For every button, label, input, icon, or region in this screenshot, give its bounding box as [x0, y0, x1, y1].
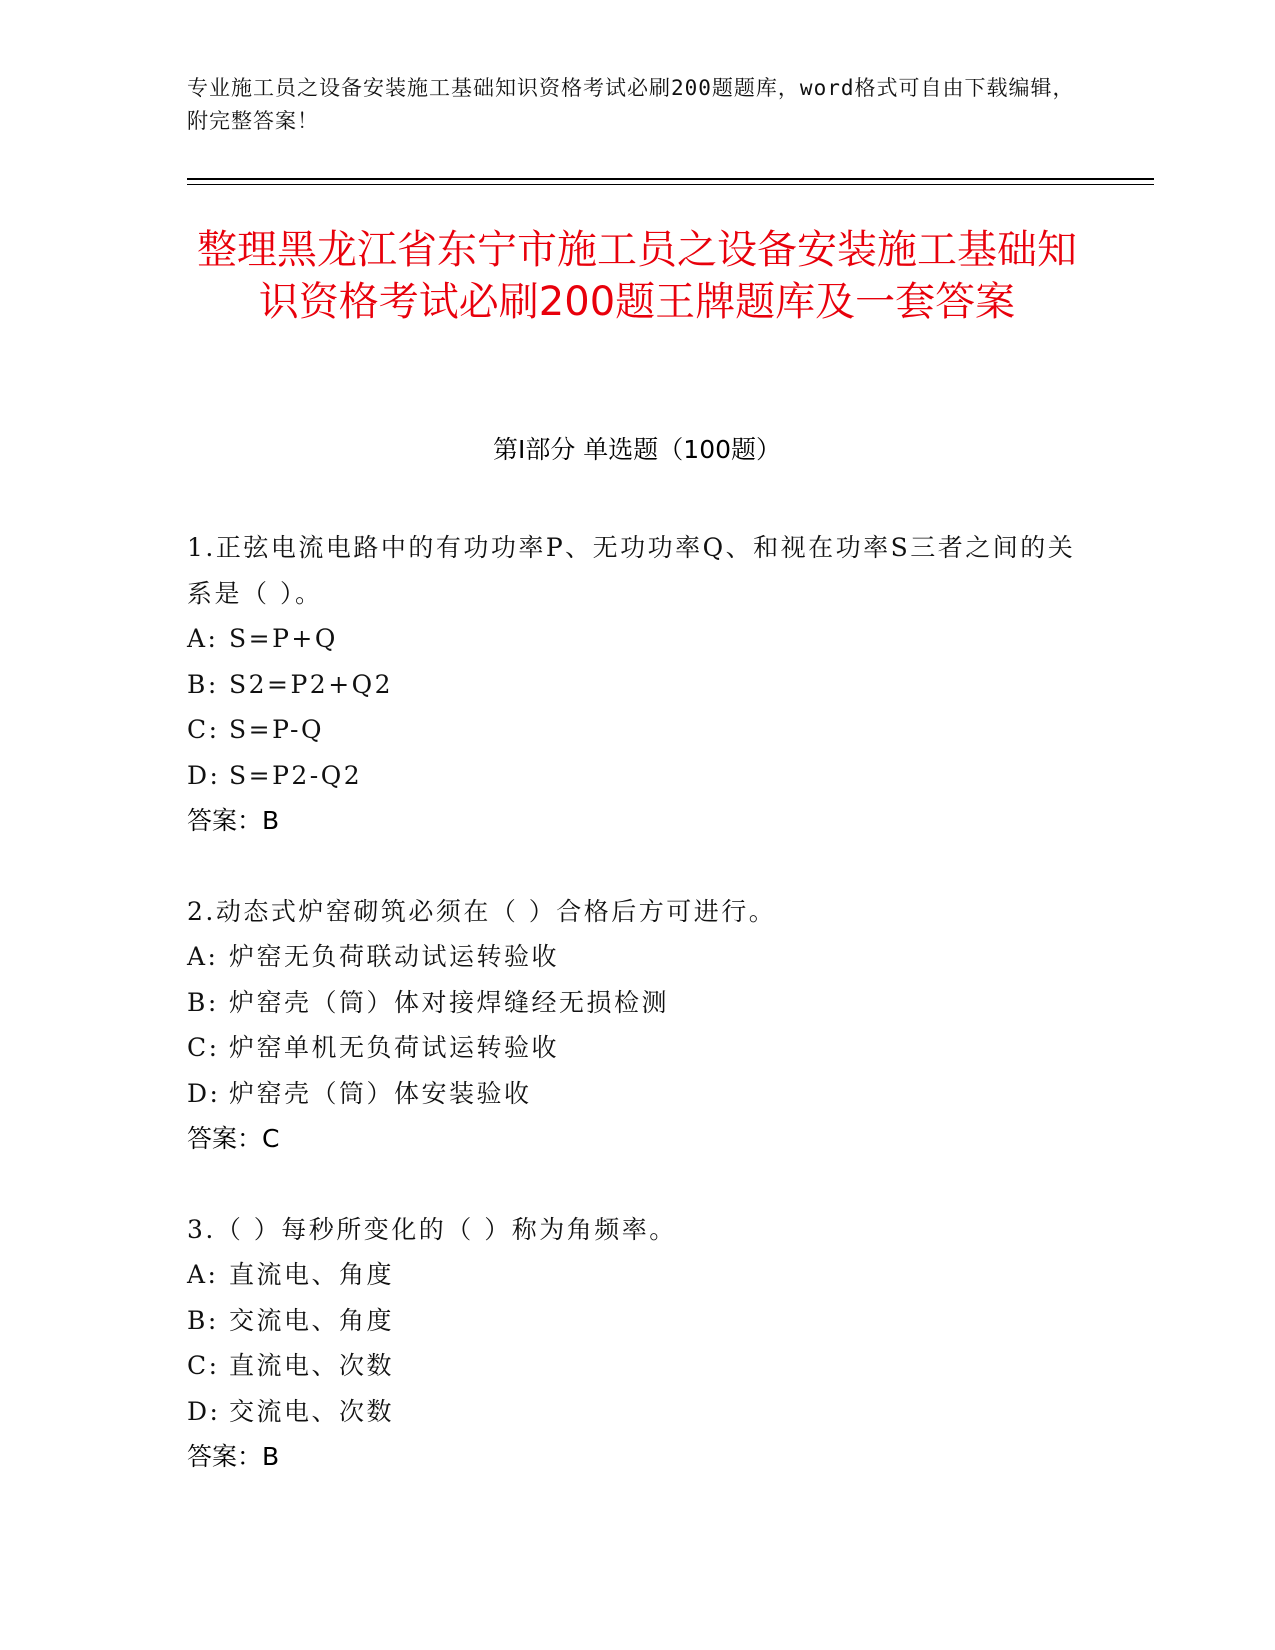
option-text: 直流电、次数: [229, 1351, 395, 1380]
option-letter: A:: [187, 942, 219, 971]
header-rule-thick: [187, 178, 1154, 180]
document-title: 整理黑龙江省东宁市施工员之设备安装施工基础知识资格考试必刷200题王牌题库及一套答案: [197, 227, 1077, 325]
option-text: 炉窑壳（筒）体对接焊缝经无损检测: [229, 987, 670, 1017]
option-b: [187, 662, 1087, 708]
option-d: [187, 753, 1087, 799]
option-text: 炉窑壳（筒）体安装验收: [229, 1078, 532, 1108]
option-text: 交流电、次数: [229, 1396, 395, 1426]
header-note: 专业施工员之设备安装施工基础知识资格考试必刷200题题库，word格式可自由下载编辑，附完整答案！: [187, 76, 1075, 133]
option-d: [187, 1389, 1087, 1435]
header-rule-thin: [187, 184, 1154, 185]
option-a: [187, 934, 1087, 980]
option-letter: C:: [187, 1033, 220, 1062]
option-c: [187, 707, 1087, 753]
question-text: 2.动态式炉窑砌筑必须在（ ）合格后方可进行。: [187, 896, 777, 926]
option-text: S=P-Q: [229, 715, 324, 744]
question-1: [187, 525, 1087, 844]
option-letter: C:: [187, 715, 220, 744]
answer: 答案：B: [187, 1442, 280, 1471]
option-letter: A:: [187, 624, 219, 653]
answer: 答案：B: [187, 806, 280, 835]
question-list: [187, 525, 1087, 1525]
option-a: [187, 1252, 1087, 1298]
option-text: S=P2-Q2: [229, 760, 363, 790]
question-3: [187, 1207, 1087, 1480]
option-c: [187, 1025, 1087, 1071]
question-text: 1.正弦电流电路中的有功功率P、无功功率Q、和视在功率S三者之间的关系是（ ）。: [187, 533, 1076, 608]
option-b: [187, 980, 1087, 1026]
question-2: [187, 889, 1087, 1162]
question-text: 3.（ ）每秒所变化的（ ）称为角频率。: [187, 1214, 677, 1244]
option-text: 直流电、角度: [229, 1260, 395, 1289]
option-letter: A:: [187, 1260, 219, 1289]
option-text: S=P+Q: [229, 624, 338, 653]
option-letter: C:: [187, 1351, 220, 1380]
section-heading: 第Ⅰ部分 单选题（100题）: [492, 435, 782, 464]
option-letter: B:: [187, 669, 219, 699]
option-letter: D:: [187, 760, 221, 790]
option-text: 交流电、角度: [229, 1305, 395, 1335]
option-letter: D:: [187, 1078, 221, 1108]
option-letter: D:: [187, 1396, 221, 1426]
option-b: [187, 1298, 1087, 1344]
option-text: 炉窑单机无负荷试运转验收: [229, 1033, 560, 1062]
option-text: S2=P2+Q2: [229, 669, 394, 699]
option-d: [187, 1071, 1087, 1117]
answer: 答案：C: [187, 1124, 280, 1153]
option-c: [187, 1343, 1087, 1389]
option-letter: B:: [187, 987, 219, 1017]
option-text: 炉窑无负荷联动试运转验收: [229, 942, 560, 971]
option-letter: B:: [187, 1305, 219, 1335]
option-a: [187, 616, 1087, 662]
